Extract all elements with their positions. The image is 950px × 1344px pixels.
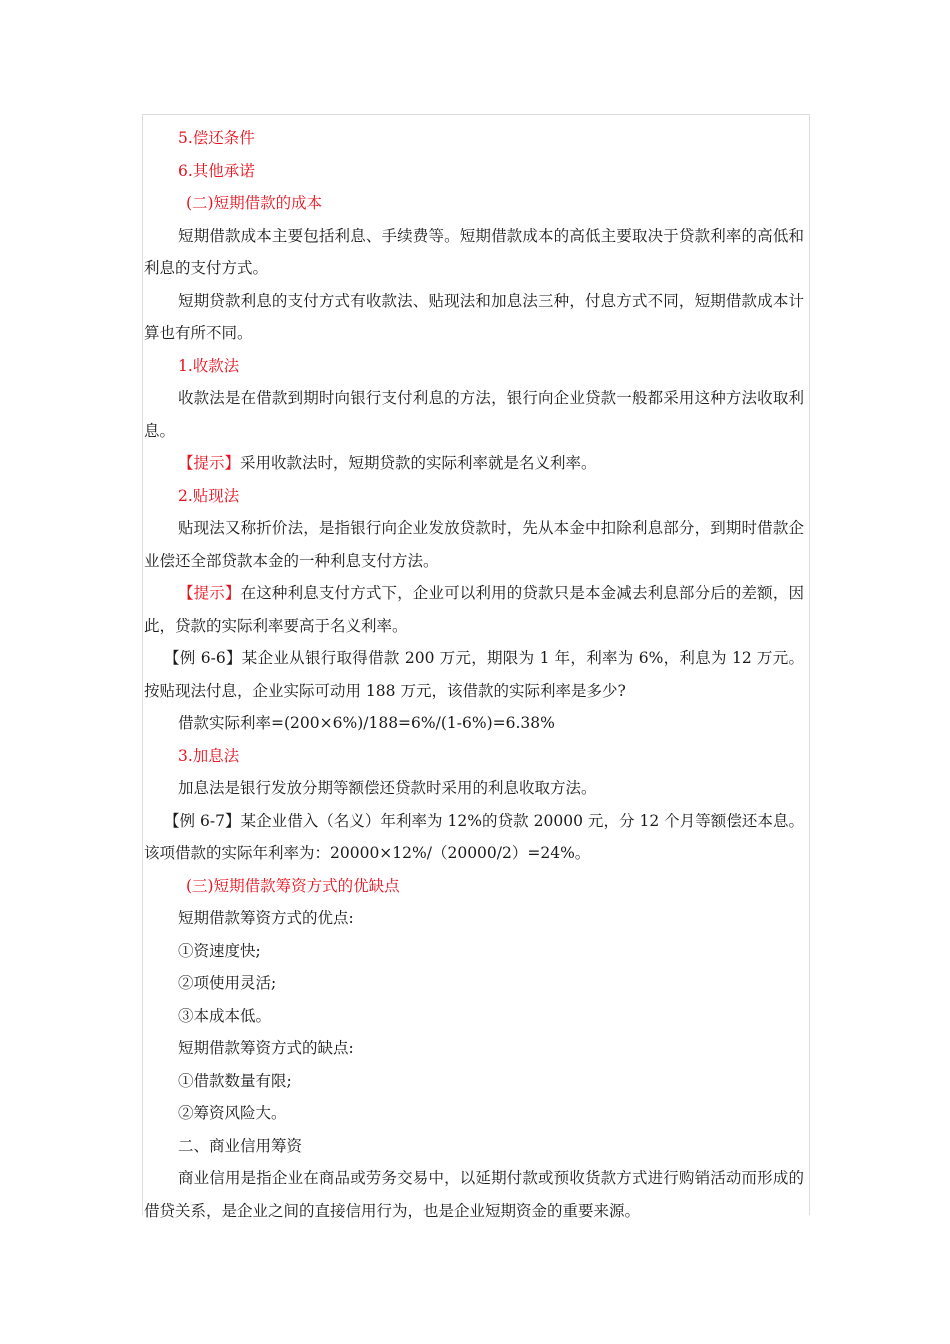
con-item-2: ②筹资风险大。 bbox=[178, 1104, 287, 1122]
paragraph-commercial-credit: 商业信用是指企业在商品或劳务交易中，以延期付款或预收货款方式进行购销活动而形成的借贷关系，是企业之间的直接信用行为，也是企业短期资金的重要来源。 bbox=[144, 1169, 804, 1220]
tip-text: 在这种利息支付方式下，企业可以利用的贷款只是本金减去利息部分后的差额，因此，贷款的实际利率要高于名义利率。 bbox=[144, 584, 804, 635]
example-6-6: 【例 6-6】某企业从银行取得借款 200 万元，期限为 1 年，利率为 6%，利息为 12 万元。按贴现法付息，企业实际可动用 188 万元，该借款的实际利率是多少? bbox=[144, 649, 804, 700]
paragraph-cost-2: 短期贷款利息的支付方式有收款法、贴现法和加息法三种，付息方式不同，短期借款成本计算也有所不同。 bbox=[144, 291, 804, 342]
pro-item-1: ①资速度快; bbox=[178, 941, 261, 960]
pro-item-3: ③本成本低。 bbox=[178, 1006, 272, 1025]
heading-repayment-terms: 5.偿还条件 bbox=[178, 129, 255, 147]
tip-label: 【提示】 bbox=[178, 454, 241, 472]
paragraph-collection-method: 收款法是在借款到期时向银行支付利息的方法，银行向企业贷款一般都采用这种方法收取利息。 bbox=[144, 389, 804, 440]
example-6-7: 【例 6-7】某企业借入（名义）年利率为 12%的贷款 20000 元，分 12 个月等额偿还本息。该项借款的实际年利率为：20000×12%/（20000/2）=24%。 bbox=[144, 811, 804, 862]
paragraph-discount-method: 贴现法又称折价法，是指银行向企业发放贷款时，先从本金中扣除利息部分，到期时借款企业偿还全部贷款本金的一种利息支付方法。 bbox=[144, 519, 804, 570]
paragraph-cost-1: 短期借款成本主要包括利息、手续费等。短期借款成本的高低主要取决于贷款利率的高低和利息的支付方式。 bbox=[144, 226, 804, 277]
paragraph-pros: 短期借款筹资方式的优点: bbox=[178, 909, 354, 927]
paragraph-cons: 短期借款筹资方式的缺点: bbox=[178, 1039, 354, 1057]
heading-collection-method: 1.收款法 bbox=[178, 356, 240, 375]
tip-label: 【提示】 bbox=[178, 584, 241, 602]
tip-text: 采用收款法时，短期贷款的实际利率就是名义利率。 bbox=[240, 454, 597, 472]
tip-1 bbox=[144, 447, 804, 480]
formula-6-6: 借款实际利率=(200×6%)/188=6%/(1-6%)=6.38% bbox=[178, 714, 555, 732]
heading-pros-cons: (三)短期借款筹资方式的优缺点 bbox=[186, 876, 400, 895]
document-body bbox=[144, 122, 804, 1227]
heading-commercial-credit: 二、商业信用筹资 bbox=[178, 1136, 303, 1155]
heading-add-on-method: 3.加息法 bbox=[178, 746, 240, 765]
heading-short-term-loan-cost: (二)短期借款的成本 bbox=[186, 194, 323, 212]
heading-discount-method: 2.贴现法 bbox=[178, 486, 240, 505]
pro-item-2: ②项使用灵活; bbox=[178, 974, 277, 992]
tip-2 bbox=[144, 577, 804, 642]
con-item-1: ①借款数量有限; bbox=[178, 1071, 292, 1090]
paragraph-add-on-method: 加息法是银行发放分期等额偿还贷款时采用的利息收取方法。 bbox=[178, 779, 597, 797]
heading-other-commitments: 6.其他承诺 bbox=[178, 161, 255, 180]
